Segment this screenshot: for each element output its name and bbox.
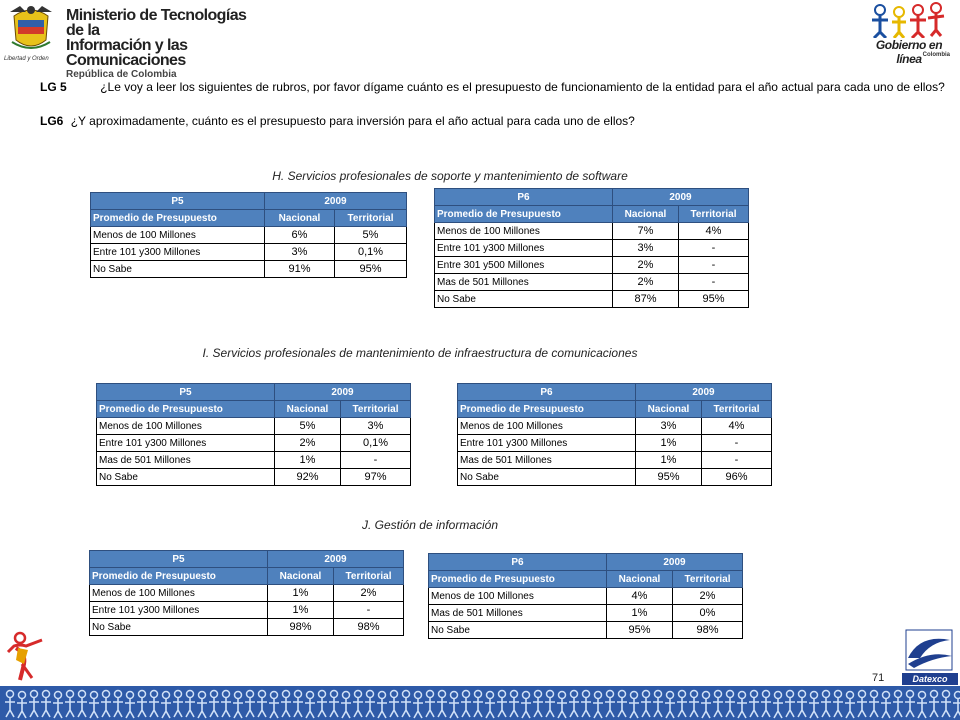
footer-figure [833, 691, 843, 718]
table-row [435, 274, 749, 291]
question-lg6 [40, 114, 945, 128]
footer-figure [329, 691, 339, 718]
table-row [90, 602, 404, 619]
row-territorial: 0,1% [341, 435, 411, 452]
row-territorial: 95% [679, 291, 749, 308]
row-nacional: 1% [268, 585, 334, 602]
row-nacional: 1% [268, 602, 334, 619]
row-label: No Sabe [91, 261, 265, 278]
table-year: 2009 [268, 551, 404, 568]
row-nacional: 2% [613, 274, 679, 291]
footer-figure [761, 691, 771, 718]
row-territorial: - [702, 452, 772, 469]
footer-figure [473, 691, 483, 718]
row-nacional: 1% [275, 452, 341, 469]
table-row [458, 435, 772, 452]
footer-figure [77, 691, 87, 718]
table-row [435, 240, 749, 257]
col-header-territorial: Territorial [702, 401, 772, 418]
ministry-name-line1: Ministerio de Tecnologías de la [66, 7, 247, 39]
col-header-territorial: Territorial [341, 401, 411, 418]
row-label: Mas de 501 Millones [97, 452, 275, 469]
row-nacional: 3% [636, 418, 702, 435]
table-year: 2009 [265, 193, 407, 210]
crest-caption: Libertad y Orden [4, 56, 49, 62]
footer-figure [5, 691, 15, 718]
footer-figure [677, 691, 687, 718]
row-nacional: 87% [613, 291, 679, 308]
table-row [435, 257, 749, 274]
footer-figure [281, 691, 291, 718]
footer-figure [485, 692, 495, 719]
footer-figure [785, 691, 795, 718]
table-row [97, 418, 411, 435]
col-header-nacional: Nacional [268, 568, 334, 585]
footer-figure [353, 691, 363, 718]
row-label: Entre 301 y500 Millones [435, 257, 613, 274]
footer-figure [545, 691, 555, 718]
footer-figure [293, 691, 303, 718]
footer-figure [569, 691, 579, 718]
table-code: P6 [435, 189, 613, 206]
col-header-nacional: Nacional [275, 401, 341, 418]
row-label: Mas de 501 Millones [429, 605, 607, 622]
row-nacional: 1% [607, 605, 673, 622]
footer-figure [425, 691, 435, 718]
col-header-label: Promedio de Presupuesto [429, 571, 607, 588]
col-header-territorial: Territorial [679, 206, 749, 223]
footer-figure [173, 691, 183, 718]
footer-figure [557, 692, 567, 719]
table-row [91, 261, 407, 278]
ministry-name-line2: Información y las Comunicaciones [66, 37, 188, 69]
section-title-i: I. Servicios profesionales de mantenimiento de infraestructura de comunicaciones [202, 346, 638, 360]
footer-figure [437, 691, 447, 718]
table-row [90, 619, 404, 636]
row-nacional: 4% [607, 588, 673, 605]
row-nacional: 7% [613, 223, 679, 240]
footer-figure [269, 692, 279, 719]
footer-figure [413, 692, 423, 719]
footer-people-band [0, 686, 960, 720]
row-nacional: 1% [636, 452, 702, 469]
row-territorial: 98% [673, 622, 743, 639]
footer-figure [209, 691, 219, 718]
footer-figure [257, 691, 267, 718]
footer-figure [233, 692, 243, 719]
table-row [458, 452, 772, 469]
table-row [97, 469, 411, 486]
footer-figure [857, 691, 867, 718]
mascot-figure-icon [6, 630, 52, 682]
footer-figure [101, 691, 111, 718]
table-row [90, 585, 404, 602]
row-label: Entre 101 y300 Millones [90, 602, 268, 619]
table-row [435, 223, 749, 240]
page-number: 71 [872, 672, 885, 684]
footer-figure [521, 692, 531, 719]
table-year: 2009 [607, 554, 743, 571]
footer-figure [713, 691, 723, 718]
footer-figure [161, 692, 171, 719]
row-territorial: 5% [335, 227, 407, 244]
row-territorial: 4% [679, 223, 749, 240]
question-lg6-tag: LG6 [40, 114, 64, 128]
footer-figure [593, 692, 603, 719]
row-nacional: 3% [265, 244, 335, 261]
row-label: Menos de 100 Millones [97, 418, 275, 435]
table-row [458, 418, 772, 435]
col-header-label: Promedio de Presupuesto [90, 568, 268, 585]
row-label: Entre 101 y300 Millones [97, 435, 275, 452]
footer-figure [929, 691, 939, 718]
row-nacional: 91% [265, 261, 335, 278]
footer-figure [29, 691, 39, 718]
col-header-label: Promedio de Presupuesto [91, 210, 265, 227]
footer-figure [65, 691, 75, 718]
people-pattern-icon [0, 686, 960, 720]
footer-figure [581, 691, 591, 718]
col-header-label: Promedio de Presupuesto [97, 401, 275, 418]
footer-figure [461, 691, 471, 718]
table-row [97, 435, 411, 452]
footer-figure [197, 692, 207, 719]
col-header-territorial: Territorial [673, 571, 743, 588]
table-h-p6 [434, 188, 749, 308]
ministry-country: República de Colombia [66, 69, 177, 80]
footer-figure [737, 692, 747, 719]
row-territorial: 2% [673, 588, 743, 605]
table-row [429, 605, 743, 622]
footer-figure [533, 691, 543, 718]
gobierno-en-linea-name: Gobierno en línea [875, 38, 943, 66]
col-header-territorial: Territorial [335, 210, 407, 227]
footer-figure [317, 691, 327, 718]
footer-figure [401, 691, 411, 718]
footer-figure [509, 691, 519, 718]
footer-figure [653, 691, 663, 718]
row-label: No Sabe [458, 469, 636, 486]
section-title-h: H. Servicios profesionales de soporte y mantenimiento de software [272, 169, 628, 183]
table-row [435, 291, 749, 308]
footer-figure [797, 691, 807, 718]
row-nacional: 3% [613, 240, 679, 257]
row-territorial: - [679, 274, 749, 291]
footer-figure [941, 691, 951, 718]
row-territorial: 0% [673, 605, 743, 622]
footer-figure [341, 692, 351, 719]
row-nacional: 95% [607, 622, 673, 639]
footer-figure [821, 691, 831, 718]
col-header-label: Promedio de Presupuesto [435, 206, 613, 223]
row-nacional: 2% [275, 435, 341, 452]
footer-figure [953, 692, 960, 719]
row-nacional: 2% [613, 257, 679, 274]
footer-figure [113, 691, 123, 718]
gobierno-en-linea-country: Colombia [922, 52, 950, 58]
table-i-p5 [96, 383, 411, 486]
table-row [91, 244, 407, 261]
row-label: Entre 101 y300 Millones [435, 240, 613, 257]
question-lg5-tag: LG 5 [40, 80, 67, 94]
colombia-crest-icon [6, 2, 56, 64]
footer-figure [185, 691, 195, 718]
question-lg6-text: ¿Y aproximadamente, cuánto es el presupuesto para inversión para el año actual para cada uno de ellos? [70, 114, 635, 128]
table-code: P5 [97, 384, 275, 401]
row-label: Mas de 501 Millones [458, 452, 636, 469]
table-row [458, 469, 772, 486]
table-year: 2009 [275, 384, 411, 401]
footer-figure [305, 692, 315, 719]
footer-figure [137, 691, 147, 718]
footer-figure [365, 691, 375, 718]
table-i-p6 [457, 383, 772, 486]
col-header-nacional: Nacional [636, 401, 702, 418]
row-territorial: 0,1% [335, 244, 407, 261]
row-nacional: 1% [636, 435, 702, 452]
question-lg5 [40, 80, 945, 94]
footer-figure [773, 692, 783, 719]
footer-figure [497, 691, 507, 718]
row-nacional: 5% [275, 418, 341, 435]
row-label: Menos de 100 Millones [90, 585, 268, 602]
footer-figure [881, 692, 891, 719]
question-lg5-text: ¿Le voy a leer los siguientes de rubros, por favor dígame cuánto es el presupuesto de funcionamiento de la entidad para el año actual para cada uno de ellos? [100, 80, 945, 94]
table-code: P6 [429, 554, 607, 571]
people-figures-icon [870, 2, 946, 38]
row-territorial: 98% [334, 619, 404, 636]
footer-figure [17, 692, 27, 719]
footer-figure [845, 692, 855, 719]
row-territorial: - [679, 257, 749, 274]
gobierno-en-linea-logo [864, 0, 954, 66]
col-header-territorial: Territorial [334, 568, 404, 585]
footer-figure [449, 692, 459, 719]
table-year: 2009 [636, 384, 772, 401]
row-label: No Sabe [97, 469, 275, 486]
footer-figure [917, 692, 927, 719]
table-row [429, 622, 743, 639]
row-territorial: 3% [341, 418, 411, 435]
col-header-nacional: Nacional [607, 571, 673, 588]
footer-figure [869, 691, 879, 718]
table-code: P5 [91, 193, 265, 210]
row-territorial: 95% [335, 261, 407, 278]
footer-figure [665, 692, 675, 719]
row-label: Mas de 501 Millones [435, 274, 613, 291]
footer-figure [377, 692, 387, 719]
row-label: Menos de 100 Millones [429, 588, 607, 605]
table-row [429, 588, 743, 605]
footer-figure [905, 691, 915, 718]
footer-figure [725, 691, 735, 718]
row-label: No Sabe [435, 291, 613, 308]
row-nacional: 95% [636, 469, 702, 486]
footer-figure [641, 691, 651, 718]
footer-figure [89, 692, 99, 719]
footer-figure [617, 691, 627, 718]
row-territorial: - [679, 240, 749, 257]
table-j-p5 [89, 550, 404, 636]
footer-figure [893, 691, 903, 718]
row-territorial: 4% [702, 418, 772, 435]
row-nacional: 6% [265, 227, 335, 244]
footer-figure [629, 692, 639, 719]
table-code: P5 [90, 551, 268, 568]
table-code: P6 [458, 384, 636, 401]
datexco-label: Datexco [902, 673, 958, 685]
footer-figure [221, 691, 231, 718]
footer-figure [701, 692, 711, 719]
ministry-logo [4, 2, 254, 80]
row-territorial: - [341, 452, 411, 469]
row-label: No Sabe [429, 622, 607, 639]
row-nacional: 92% [275, 469, 341, 486]
table-row [91, 227, 407, 244]
col-header-nacional: Nacional [613, 206, 679, 223]
row-territorial: 2% [334, 585, 404, 602]
footer-figure [605, 691, 615, 718]
row-label: Entre 101 y300 Millones [458, 435, 636, 452]
footer-figure [53, 692, 63, 719]
footer-figure [809, 692, 819, 719]
footer-figure [749, 691, 759, 718]
row-label: Menos de 100 Millones [458, 418, 636, 435]
row-label: Entre 101 y300 Millones [91, 244, 265, 261]
footer-figure [689, 691, 699, 718]
section-title-j: J. Gestión de información [361, 518, 499, 532]
row-territorial: 97% [341, 469, 411, 486]
row-label: Menos de 100 Millones [91, 227, 265, 244]
table-row [97, 452, 411, 469]
row-label: No Sabe [90, 619, 268, 636]
row-label: Menos de 100 Millones [435, 223, 613, 240]
table-year: 2009 [613, 189, 749, 206]
row-territorial: - [702, 435, 772, 452]
table-h-p5 [90, 192, 407, 278]
footer-figure [389, 691, 399, 718]
footer-figure [41, 691, 51, 718]
footer-figure [149, 691, 159, 718]
row-territorial: - [334, 602, 404, 619]
table-j-p6 [428, 553, 743, 639]
footer-figure [245, 691, 255, 718]
col-header-label: Promedio de Presupuesto [458, 401, 636, 418]
row-territorial: 96% [702, 469, 772, 486]
col-header-nacional: Nacional [265, 210, 335, 227]
footer-figure [125, 692, 135, 719]
row-nacional: 98% [268, 619, 334, 636]
